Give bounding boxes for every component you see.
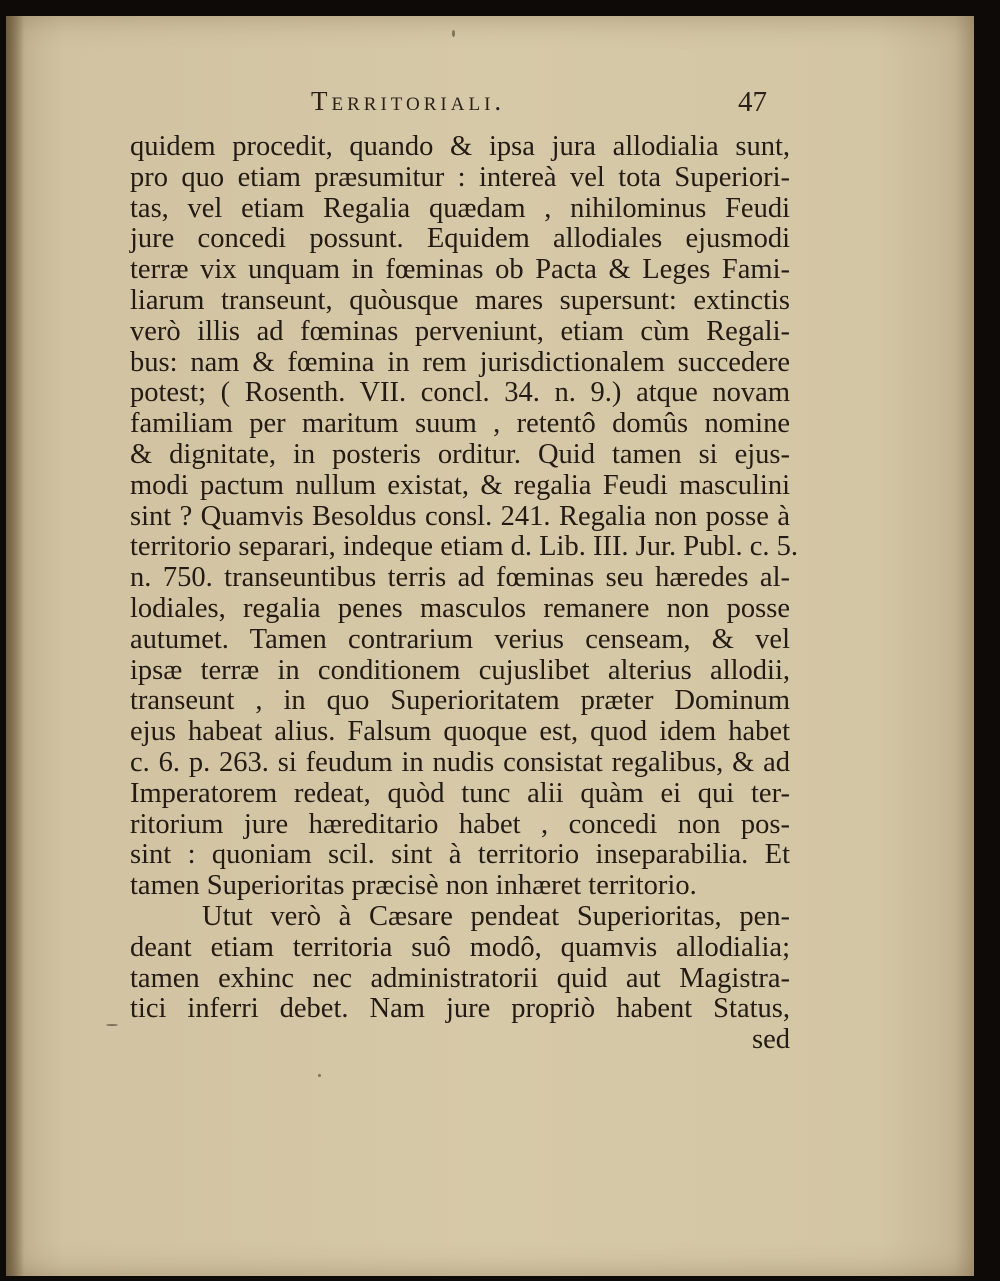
paper-speck: [318, 1074, 321, 1077]
body-text: [130, 131, 798, 1056]
text-line: tici inferri debet. Nam jure propriò habent Status,: [130, 993, 790, 1025]
text-line: deant etiam territoria suô modô, quamvis allodialia;: [130, 931, 790, 963]
running-head-title: Territoriali.: [311, 86, 506, 116]
paper-speck: [106, 1024, 118, 1026]
text-line: & dignitate, in posteris orditur. Quid tamen si ejus-: [130, 438, 790, 470]
text-line: ritorium jure hæreditario habet , concedi non pos-: [130, 808, 790, 840]
text-line: terræ vix unquam in fœminas ob Pacta & Leges Fami-: [130, 254, 790, 286]
text-line: pro quo etiam præsumitur : intereà vel tota Superiori-: [130, 161, 790, 193]
text-line: familiam per maritum suum , retentô domûs nomine: [130, 408, 790, 440]
text-line: tas, vel etiam Regalia quædam , nihilominus Feudi: [130, 192, 790, 224]
text-line: tamen exhinc nec administratorii quid aut Magistra-: [130, 962, 790, 994]
paragraph-start-line: Utut verò à Cæsare pendeat Superioritas, pen-: [202, 900, 790, 932]
text-line: potest; ( Rosenth. VII. concl. 34. n. 9.) atque novam: [130, 377, 790, 409]
text-line: n. 750. transeuntibus terris ad fœminas seu hæredes al-: [130, 562, 790, 594]
text-line: ipsæ terræ in conditionem cujuslibet alterius allodii,: [130, 654, 790, 686]
text-line: quidem procedit, quando & ipsa jura allodialia sunt,: [130, 131, 790, 162]
text-line: tamen Superioritas præcisè non inhæret territorio.: [130, 870, 697, 902]
text-line: autumet. Tamen contrarium verius censeam, & vel: [130, 623, 790, 655]
text-line: verò illis ad fœminas perveniunt, etiam cùm Regali-: [130, 315, 790, 347]
text-line: modi pactum nullum existat, & regalia Feudi masculini: [130, 469, 790, 501]
text-line: bus: nam & fœmina in rem jurisdictionalem succedere: [130, 346, 790, 378]
page-number: 47: [738, 86, 767, 118]
text-line: sint : quoniam scil. sint à territorio inseparabilia. Et: [130, 839, 790, 871]
text-line: Imperatorem redeat, quòd tunc alii quàm ei qui ter-: [130, 777, 790, 809]
paper-speck: [452, 30, 455, 37]
catchword: sed: [752, 1024, 790, 1056]
book-page: [6, 16, 974, 1276]
text-line: ejus habeat alius. Falsum quoque est, quod idem habet: [130, 716, 790, 748]
text-line: transeunt , in quo Superioritatem præter Dominum: [130, 685, 790, 717]
text-line: c. 6. p. 263. si feudum in nudis consistat regalibus, & ad: [130, 746, 790, 778]
text-line: territorio separari, indeque etiam d. Lib. III. Jur. Publ. c. 5.: [130, 531, 798, 563]
text-line: sint ? Quamvis Besoldus consl. 241. Regalia non posse à: [130, 500, 790, 532]
text-line: lodiales, regalia penes masculos remanere non posse: [130, 592, 790, 624]
running-head: [6, 86, 974, 122]
text-line: jure concedi possunt. Equidem allodiales ejusmodi: [130, 223, 790, 255]
text-line: liarum transeunt, quòusque mares supersunt: extinctis: [130, 284, 790, 316]
